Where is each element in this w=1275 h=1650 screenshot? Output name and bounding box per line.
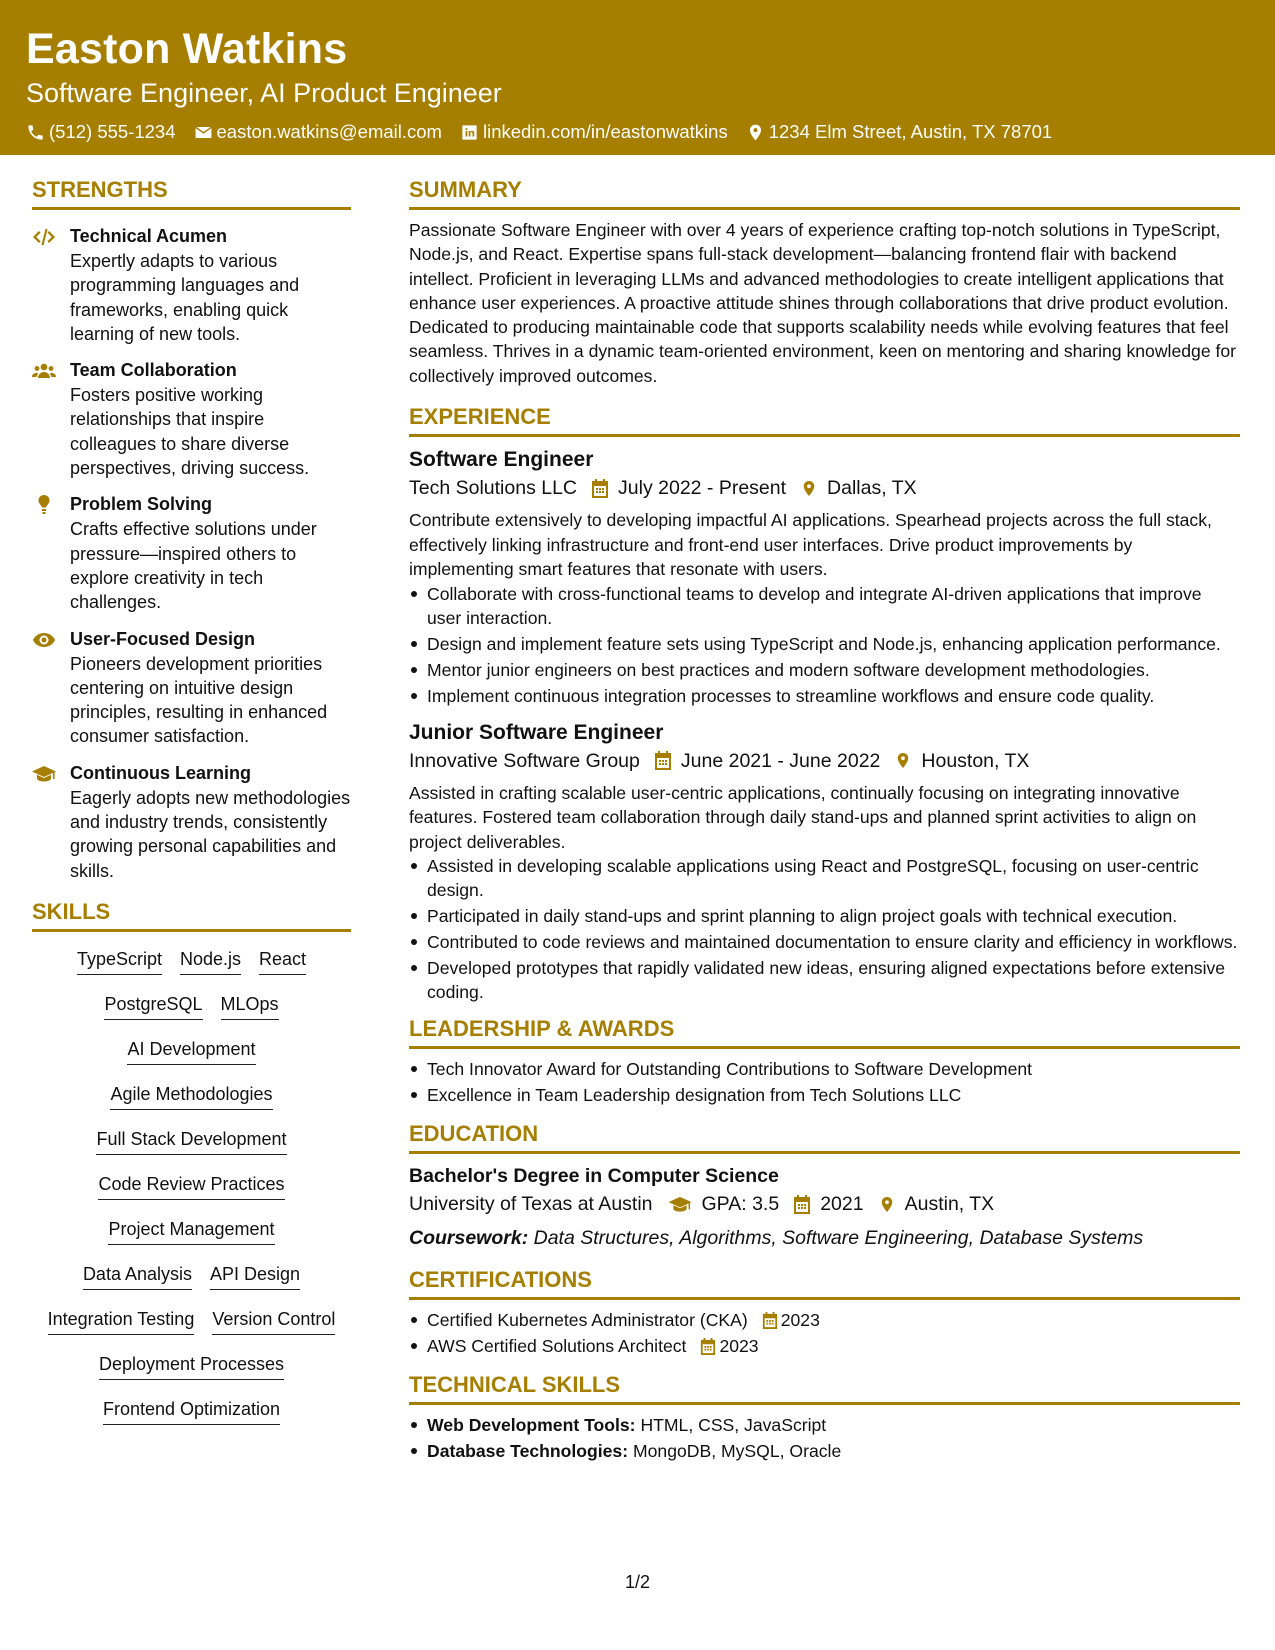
list-item: Developed prototypes that rapidly validated new ideas, ensuring aligned expectations before extensive coding. — [409, 956, 1240, 1004]
eye-icon — [32, 630, 56, 650]
skill-tag: API Design — [210, 1261, 300, 1290]
job-subtitle: Software Engineer, AI Product Engineer — [26, 78, 502, 108]
contact-phone[interactable] — [26, 120, 176, 144]
gpa-text: GPA: 3.5 — [701, 1193, 780, 1216]
strength-title: Problem Solving — [70, 494, 213, 515]
skill-row — [90, 1351, 293, 1396]
skill-row — [118, 1036, 264, 1081]
strength-desc: Fosters positive working relationships that inspire colleagues to share diverse perspectives, driving success. — [70, 385, 310, 479]
tech-skill-label: Database Technologies: — [427, 1441, 629, 1462]
code-icon — [32, 227, 56, 247]
skill-tag: Code Review Practices — [98, 1171, 284, 1200]
certifications-list — [409, 1308, 1240, 1358]
job-dates — [654, 747, 881, 775]
skill-row — [95, 991, 287, 1036]
contact-bar — [26, 120, 1249, 144]
job-location — [894, 747, 1029, 775]
strength-title: Team Collaboration — [70, 360, 237, 381]
contact-address — [746, 120, 1053, 144]
job-location-text: Dallas, TX — [827, 477, 917, 500]
skill-tag: Project Management — [108, 1216, 274, 1245]
technical-skills-heading: TECHNICAL SKILLS — [409, 1370, 1240, 1405]
experience-heading: EXPERIENCE — [409, 402, 1240, 437]
skill-tag: AI Development — [127, 1036, 255, 1065]
candidate-name: Easton Watkins — [26, 25, 348, 73]
strength-item — [32, 492, 351, 614]
cert-year: 2023 — [780, 1310, 820, 1331]
address-text: 1234 Elm Street, Austin, TX 78701 — [768, 121, 1053, 142]
certifications-heading: CERTIFICATIONS — [409, 1265, 1240, 1300]
list-item: Excellence in Team Leadership designation from Tech Solutions LLC — [409, 1083, 1240, 1107]
job-title: Junior Software Engineer — [409, 720, 664, 744]
phone-text: (512) 555-1234 — [49, 121, 176, 142]
calendar-icon — [793, 1195, 811, 1214]
phone-icon — [26, 123, 45, 142]
list-item: Participated in daily stand-ups and sprint planning to align project goals with technical execution. — [409, 904, 1240, 928]
skill-tag: Deployment Processes — [99, 1351, 284, 1380]
strength-title: User-Focused Design — [70, 628, 256, 649]
gpa — [667, 1190, 780, 1218]
education-section — [409, 1119, 1240, 1253]
strength-desc: Eagerly adopts new methodologies and industry trends, consistently growing personal capabilities and skills. — [70, 787, 351, 881]
strength-desc: Crafts effective solutions under pressure—inspired others to explore creativity in tech challenges. — [70, 519, 317, 613]
skill-tag: PostgreSQL — [104, 991, 202, 1020]
skill-tag: Data Analysis — [83, 1261, 192, 1290]
contact-linkedin[interactable] — [460, 120, 728, 144]
cert-name: AWS Certified Solutions Architect — [427, 1336, 687, 1357]
coursework-label: Coursework: — [409, 1227, 529, 1250]
education-heading: EDUCATION — [409, 1119, 1240, 1154]
coursework-text: Data Structures, Algorithms, Software Engineering, Database Systems — [533, 1227, 1144, 1250]
skills-heading: SKILLS — [32, 897, 351, 932]
leadership-list — [409, 1057, 1240, 1107]
skill-row — [89, 1171, 293, 1216]
job-location — [800, 474, 917, 502]
skill-tag: Frontend Optimization — [103, 1396, 280, 1425]
skill-row — [101, 1081, 281, 1126]
list-item: Implement continuous integration processes to streamline workflows and ensure code quality. — [409, 684, 1240, 708]
calendar-icon — [591, 479, 609, 498]
linkedin-icon — [460, 123, 479, 142]
list-item: Collaborate with cross-functional teams to develop and integrate AI-driven applications that improve user interaction. — [409, 582, 1240, 630]
technical-skills-section — [409, 1370, 1240, 1463]
lightbulb-icon — [32, 495, 56, 515]
technical-skills-list — [409, 1413, 1240, 1463]
job-dates — [591, 474, 786, 502]
job-bullets — [409, 582, 1240, 708]
list-item: Contributed to code reviews and maintained documentation to ensure clarity and efficiency in workflows. — [409, 930, 1240, 954]
job-description: Contribute extensively to developing impactful AI applications. Spearhead projects across the full stack, effectively linking infrastructure and front-end user interfaces. Drive product improvements by implementing smart features that resonate with users. — [409, 510, 1212, 580]
list-item — [409, 1334, 1240, 1358]
summary-heading: SUMMARY — [409, 175, 1240, 210]
skills-section — [32, 897, 351, 1441]
tech-skill-value: MongoDB, MySQL, Oracle — [632, 1441, 842, 1462]
job-title: Software Engineer — [409, 448, 594, 472]
resume-header — [0, 0, 1275, 155]
skill-row — [87, 1126, 295, 1171]
job-description: Assisted in crafting scalable user-centric applications, continually focusing on integrating innovative features. Fostered team collaboration through daily stand-ups and planned sprint activities to align on project deliverables. — [409, 782, 1197, 852]
list-item: Design and implement feature sets using TypeScript and Node.js, enhancing application performance. — [409, 632, 1240, 656]
map-pin-icon — [800, 479, 818, 498]
job-entry — [409, 718, 1240, 1005]
list-item: Mentor junior engineers on best practices and modern software development methodologies. — [409, 658, 1240, 682]
job-dates-text: July 2022 - Present — [618, 477, 787, 500]
skill-tag: Version Control — [212, 1306, 335, 1335]
strength-item — [32, 627, 351, 749]
degree-title: Bachelor's Degree in Computer Science — [409, 1165, 779, 1188]
cert-year: 2023 — [719, 1336, 759, 1357]
graduation-cap-icon — [32, 764, 56, 784]
education-location — [878, 1190, 995, 1218]
tech-skill-label: Web Development Tools: — [427, 1415, 636, 1436]
tech-skill-value: HTML, CSS, JavaScript — [640, 1415, 827, 1436]
leadership-heading: LEADERSHIP & AWARDS — [409, 1014, 1240, 1049]
calendar-icon — [762, 1312, 778, 1329]
skill-tag: Node.js — [180, 946, 241, 975]
map-pin-icon — [894, 751, 912, 770]
list-item — [409, 1413, 1240, 1437]
skill-row — [99, 1216, 283, 1261]
cert-name: Certified Kubernetes Administrator (CKA) — [427, 1310, 748, 1331]
school-name: University of Texas at Austin — [409, 1193, 653, 1216]
list-item — [409, 1308, 1240, 1332]
strength-title: Continuous Learning — [70, 762, 251, 783]
leadership-section — [409, 1014, 1240, 1107]
calendar-icon — [654, 751, 672, 770]
skill-tag: TypeScript — [77, 946, 162, 975]
calendar-icon — [700, 1338, 716, 1355]
skill-row — [39, 1306, 345, 1351]
list-item — [409, 1439, 1240, 1463]
skill-tag: Full Stack Development — [96, 1126, 286, 1155]
education-meta — [409, 1190, 1240, 1218]
strength-item — [32, 224, 351, 346]
email-text: easton.watkins@email.com — [216, 121, 442, 142]
contact-email[interactable] — [194, 120, 442, 144]
strength-desc: Expertly adapts to various programming languages and frameworks, enabling quick learning of new tools. — [70, 251, 300, 344]
strength-item — [32, 358, 351, 480]
certifications-section — [409, 1265, 1240, 1358]
envelope-icon — [194, 123, 213, 142]
left-column — [32, 175, 351, 1441]
job-location-text: Houston, TX — [921, 749, 1030, 772]
skills-list — [32, 946, 351, 1441]
skill-tag: MLOps — [221, 991, 279, 1020]
skill-tag: Integration Testing — [48, 1306, 195, 1335]
job-company: Tech Solutions LLC — [409, 477, 578, 500]
job-meta — [409, 474, 1240, 502]
coursework — [409, 1224, 1240, 1253]
skill-row — [74, 1261, 309, 1306]
skill-row — [94, 1396, 289, 1441]
year-text: 2021 — [820, 1193, 864, 1216]
strength-title: Technical Acumen — [70, 226, 228, 246]
skill-row — [68, 946, 315, 991]
page-number: 1/2 — [625, 1572, 651, 1592]
graduation-year — [793, 1190, 863, 1218]
job-bullets — [409, 854, 1240, 1004]
summary-text: Passionate Software Engineer with over 4 years of experience crafting top-notch solutions in TypeScript, Node.js, and React. Expertise spans full-stack development—balancing frontend flair with backend intellect. Proficient in leveraging LLMs and advanced methodologies to create intelligent applications that enhance user experiences. A proactive attitude shines through collaborations that drive product evolution. Dedicated to producing maintainable code that supports scalability needs while evolving features that feel seamless. Thrives in a dynamic team-oriented environment, keen on mentoring and sharing knowledge for collectively improved outcomes. — [409, 220, 1237, 386]
skill-tag: React — [259, 946, 306, 975]
list-item: Assisted in developing scalable applications using React and PostgreSQL, focusing on user-centric design. — [409, 854, 1240, 902]
job-company: Innovative Software Group — [409, 749, 640, 772]
strength-desc: Pioneers development priorities centering on intuitive design principles, resulting in enhanced consumer satisfaction. — [70, 653, 328, 747]
linkedin-text: linkedin.com/in/eastonwatkins — [482, 121, 728, 142]
map-pin-icon — [746, 123, 765, 142]
users-icon — [32, 361, 56, 381]
strengths-heading: STRENGTHS — [32, 175, 351, 210]
map-pin-icon — [878, 1195, 896, 1214]
list-item: Tech Innovator Award for Outstanding Contributions to Software Development — [409, 1057, 1240, 1081]
job-dates-text: June 2021 - June 2022 — [680, 749, 881, 772]
graduation-cap-icon — [667, 1195, 693, 1214]
right-column — [409, 175, 1240, 1475]
job-meta — [409, 747, 1240, 775]
education-location-text: Austin, TX — [904, 1193, 995, 1216]
skill-tag: Agile Methodologies — [110, 1081, 272, 1110]
strength-item — [32, 761, 351, 883]
job-entry — [409, 445, 1240, 708]
